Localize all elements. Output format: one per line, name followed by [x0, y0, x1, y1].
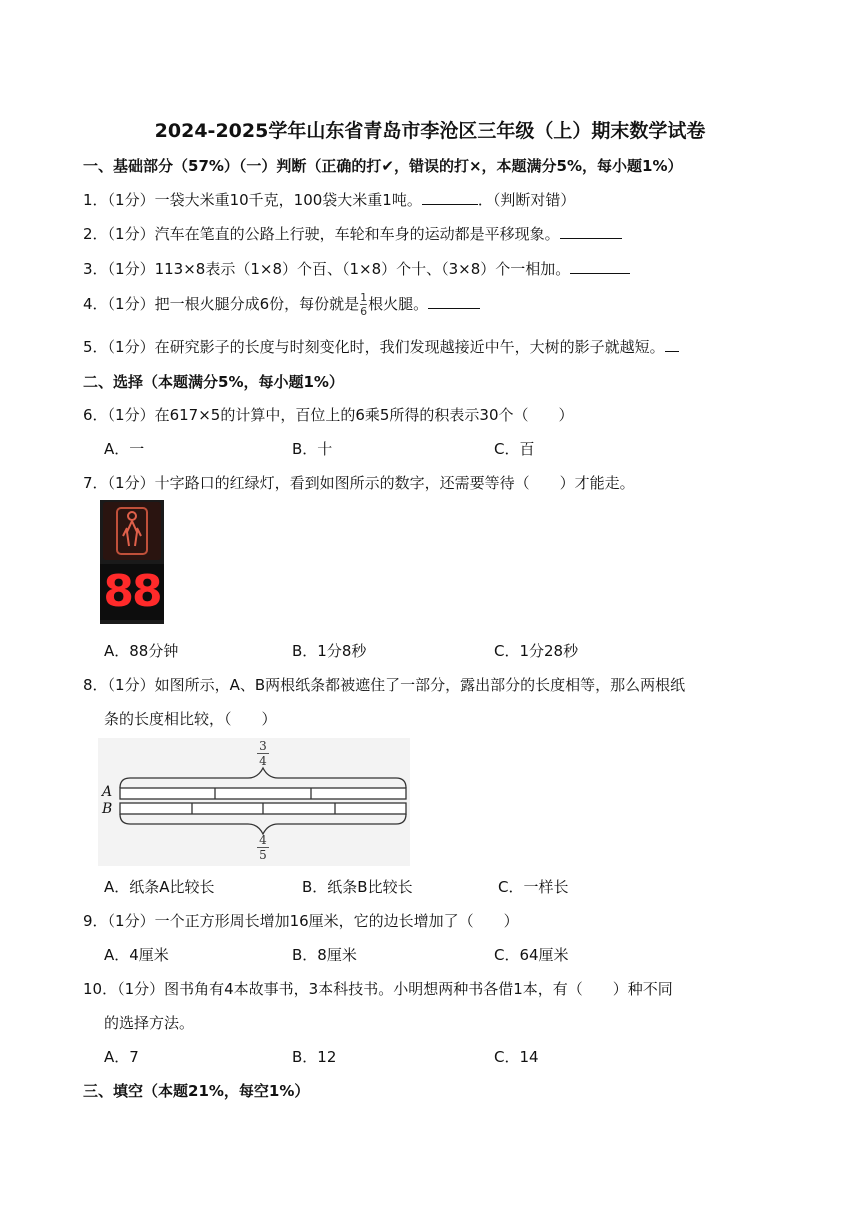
q7-option-a[interactable]: A．88分钟 — [104, 642, 179, 660]
countdown-number: 88 — [100, 564, 164, 620]
strip-a-label: A — [102, 784, 113, 800]
pedestrian-icon — [103, 502, 161, 560]
q7-option-b[interactable]: B．1分8秒 — [292, 642, 367, 660]
paper-strips-figure — [98, 738, 410, 866]
answer-blank[interactable] — [665, 337, 679, 352]
fraction-numerator: 1 — [360, 291, 368, 304]
bottom-fraction-denominator: 5 — [259, 848, 267, 862]
q10-option-c[interactable]: C．14 — [494, 1048, 539, 1066]
question-1-suffix: ．（判断对错） — [477, 191, 576, 209]
pedestrian-signal — [103, 502, 161, 560]
answer-blank[interactable] — [560, 224, 622, 239]
bottom-fraction-numerator: 4 — [259, 833, 267, 847]
q10-option-a[interactable]: A．7 — [104, 1048, 139, 1066]
strips-diagram — [98, 738, 410, 866]
answer-blank[interactable] — [428, 294, 480, 309]
question-1-text: 1．（1分）一袋大米重10千克，100袋大米重1吨。 — [83, 191, 422, 209]
q6-option-b[interactable]: B．十 — [292, 440, 333, 458]
question-3-text: 3．（1分）113×8表示（1×8）个百、（1×8）个十、（3×8）个一相加。 — [83, 260, 571, 278]
question-7: 7．（1分）十字路口的红绿灯，看到如图所示的数字，还需要等待（ ）才能走。 — [83, 474, 635, 492]
question-1 — [83, 189, 575, 210]
q8-option-c[interactable]: C．一样长 — [498, 878, 569, 896]
q9-option-b[interactable]: B．8厘米 — [292, 946, 357, 964]
q7-option-c[interactable]: C．1分28秒 — [494, 642, 579, 660]
q8-option-b[interactable]: B．纸条B比较长 — [302, 878, 413, 896]
q10-option-b[interactable]: B．12 — [292, 1048, 337, 1066]
section3-heading: 三、填空（本题21%，每空1%） — [83, 1082, 310, 1100]
question-3 — [83, 258, 630, 279]
question-4 — [83, 292, 480, 317]
strip-b-label: B — [102, 801, 113, 817]
q9-option-c[interactable]: C．64厘米 — [494, 946, 569, 964]
top-fraction-numerator: 3 — [259, 739, 267, 753]
question-2-text: 2．（1分）汽车在笔直的公路上行驶，车轮和车身的运动都是平移现象。 — [83, 225, 560, 243]
page-title: 2024-2025学年山东省青岛市李沧区三年级（上）期末数学试卷 — [154, 120, 706, 142]
q6-option-a[interactable]: A．一 — [104, 440, 145, 458]
traffic-light-image — [100, 500, 164, 624]
question-8-line2: 条的长度相比较，（ ） — [104, 710, 277, 728]
fraction — [360, 292, 367, 317]
answer-blank[interactable] — [570, 259, 630, 274]
question-10-line2: 的选择方法。 — [104, 1014, 195, 1032]
top-fraction — [257, 740, 269, 767]
section1-heading: 一、基础部分（57%）（一）判断（正确的打✔，错误的打×，本题满分5%，每小题1%） — [83, 157, 683, 175]
q6-option-c[interactable]: C．百 — [494, 440, 535, 458]
q8-option-a[interactable]: A．纸条A比较长 — [104, 878, 215, 896]
question-2 — [83, 223, 622, 244]
question-9: 9．（1分）一个正方形周长增加16厘米，它的边长增加了（ ） — [83, 912, 519, 930]
q9-option-a[interactable]: A．4厘米 — [104, 946, 169, 964]
answer-blank[interactable] — [422, 190, 478, 205]
question-5 — [83, 336, 679, 357]
question-5-text: 5．（1分）在研究影子的长度与时刻变化时，我们发现越接近中午，大树的影子就越短。 — [83, 338, 665, 356]
section2-heading: 二、选择（本题满分5%，每小题1%） — [83, 373, 344, 391]
question-4-suffix: 根火腿。 — [368, 295, 429, 313]
question-6: 6．（1分）在617×5的计算中，百位上的6乘5所得的积表示30个（ ） — [83, 406, 574, 424]
question-8: 8．（1分）如图所示，A、B两根纸条都被遮住了一部分，露出部分的长度相等，那么两根纸 — [83, 676, 686, 694]
fraction-denominator: 6 — [360, 305, 368, 318]
question-10: 10．（1分）图书角有4本故事书，3本科技书。小明想两种书各借1本，有（ ）种不同 — [83, 980, 673, 998]
top-fraction-denominator: 4 — [259, 754, 267, 768]
question-4-text: 4．（1分）把一根火腿分成6份，每份就是 — [83, 295, 360, 313]
bottom-fraction — [257, 834, 269, 861]
